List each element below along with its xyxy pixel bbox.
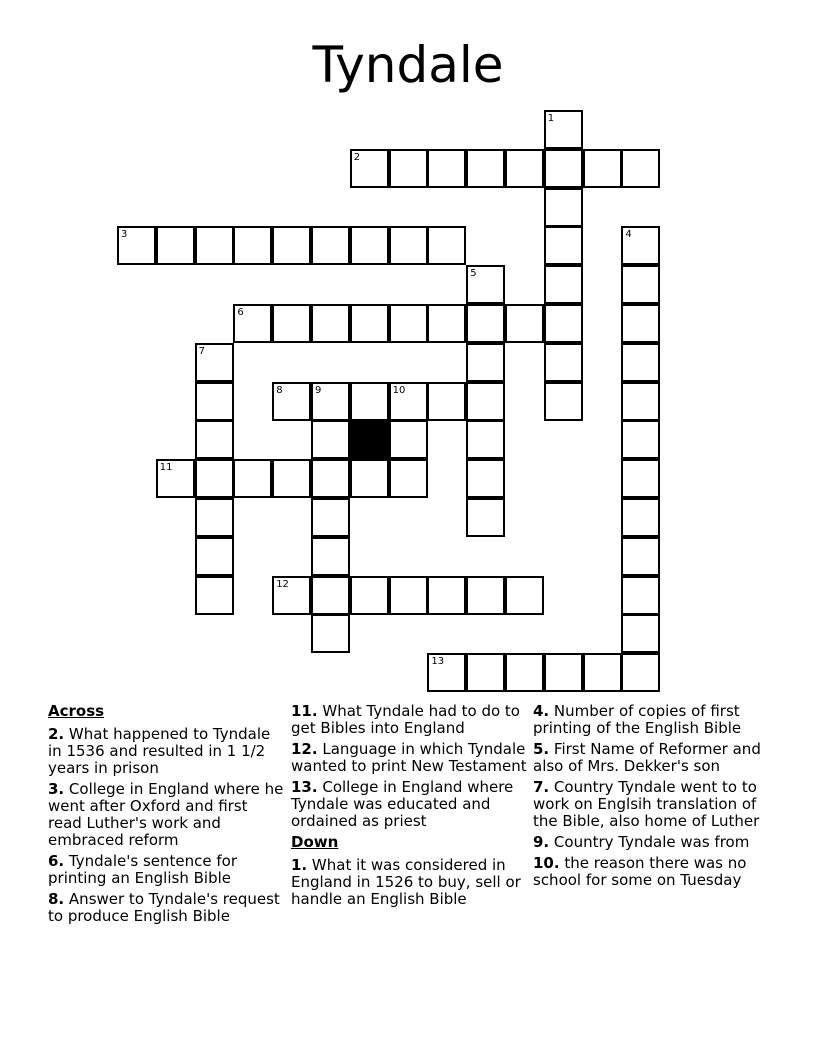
grid-cell[interactable] <box>544 304 583 343</box>
clue-down-5: 5. First Name of Reformer and also of Mrs. Dekker's son <box>533 740 761 775</box>
across-heading: Across <box>48 702 105 720</box>
grid-cell[interactable] <box>621 343 660 382</box>
grid-cell[interactable] <box>195 420 234 459</box>
grid-cell[interactable] <box>233 304 272 343</box>
grid-number: 8 <box>276 384 283 396</box>
grid-cell[interactable] <box>272 382 311 421</box>
grid-cell[interactable] <box>311 304 350 343</box>
grid-cell[interactable] <box>621 420 660 459</box>
grid-cell[interactable] <box>389 226 428 265</box>
clue-across-13: 13. College in England where Tyndale was educated and ordained as priest <box>291 778 514 830</box>
grid-cell[interactable] <box>466 576 505 615</box>
grid-cell[interactable] <box>311 614 350 653</box>
grid-cell[interactable] <box>621 382 660 421</box>
grid-cell[interactable] <box>544 149 583 188</box>
grid-cell[interactable] <box>272 226 311 265</box>
grid-cell[interactable] <box>350 576 389 615</box>
grid-cell[interactable] <box>583 149 622 188</box>
grid-cell[interactable] <box>544 653 583 692</box>
grid-cell[interactable] <box>195 576 234 615</box>
grid-number: 2 <box>353 151 361 163</box>
grid-cell[interactable] <box>544 226 583 265</box>
grid-cell[interactable] <box>621 459 660 498</box>
clue-column-2 <box>291 703 527 912</box>
clue-down-4: 4. Number of copies of first printing of the English Bible <box>533 702 742 737</box>
grid-cell[interactable] <box>621 265 660 304</box>
clue-across-8: 8. Answer to Tyndale's request to produce English Bible <box>48 890 280 925</box>
grid-cell[interactable] <box>389 420 428 459</box>
grid-cell[interactable] <box>621 498 660 537</box>
grid-cell[interactable] <box>466 343 505 382</box>
grid-number: 11 <box>159 462 173 474</box>
grid-cell[interactable] <box>389 149 428 188</box>
grid-number: 9 <box>315 384 322 396</box>
grid-cell[interactable] <box>427 382 466 421</box>
grid-cell[interactable] <box>427 149 466 188</box>
grid-cell[interactable] <box>233 226 272 265</box>
grid-cell[interactable] <box>427 304 466 343</box>
grid-cell[interactable] <box>505 304 544 343</box>
grid-cell[interactable] <box>117 226 156 265</box>
clue-column-1 <box>48 703 284 929</box>
grid-cell[interactable] <box>311 226 350 265</box>
grid-cell[interactable] <box>466 420 505 459</box>
grid-cell[interactable] <box>272 459 311 498</box>
grid-cell[interactable] <box>350 382 389 421</box>
clue-across-3: 3. College in England where he went after Oxford and first read Luther's work and embraced reform <box>48 780 284 849</box>
grid-cell[interactable] <box>311 459 350 498</box>
grid-block <box>350 420 389 459</box>
grid-number: 6 <box>237 307 244 318</box>
grid-cell[interactable] <box>466 304 505 343</box>
grid-cell[interactable] <box>311 498 350 537</box>
grid-number: 1 <box>547 113 555 124</box>
grid-cell[interactable] <box>466 382 505 421</box>
grid-cell[interactable] <box>272 576 311 615</box>
grid-number: 4 <box>625 229 632 241</box>
grid-cell[interactable] <box>505 149 544 188</box>
grid-cell[interactable] <box>195 226 234 265</box>
grid-cell[interactable] <box>195 343 234 382</box>
grid-cell[interactable] <box>272 304 311 343</box>
grid-cell[interactable] <box>389 459 428 498</box>
grid-cell[interactable] <box>350 459 389 498</box>
grid-cell[interactable] <box>195 537 234 576</box>
grid-cell[interactable] <box>544 188 583 227</box>
grid-cell[interactable] <box>350 304 389 343</box>
grid-cell[interactable] <box>505 653 544 692</box>
page-title: Tyndale <box>312 36 504 94</box>
grid-cell[interactable] <box>466 265 505 304</box>
grid-cell[interactable] <box>466 498 505 537</box>
grid-cell[interactable] <box>621 653 660 692</box>
grid-cell[interactable] <box>621 576 660 615</box>
clue-down-10: 10. the reason there was no school for some on Tuesday <box>533 854 747 889</box>
grid-cell[interactable] <box>466 149 505 188</box>
grid-number: 5 <box>470 268 477 280</box>
grid-cell[interactable] <box>427 226 466 265</box>
grid-cell[interactable] <box>466 459 505 498</box>
grid-cell[interactable] <box>544 382 583 421</box>
clue-across-11: 11. What Tyndale had to do to get Bibles into England <box>291 702 520 737</box>
grid-cell[interactable] <box>389 304 428 343</box>
grid-cell[interactable] <box>544 110 583 149</box>
grid-number: 10 <box>392 384 406 396</box>
grid-cell[interactable] <box>311 382 350 421</box>
grid-cell[interactable] <box>427 576 466 615</box>
grid-cell[interactable] <box>311 420 350 459</box>
clue-down-7: 7. Country Tyndale went to to work on Englsih translation of the Bible, also home of Luther <box>533 778 760 830</box>
clue-down-1: 1. What it was considered in England in 1526 to buy, sell or handle an English Bible <box>291 856 521 908</box>
grid-cell[interactable] <box>583 653 622 692</box>
grid-cell[interactable] <box>156 459 195 498</box>
grid-cell[interactable] <box>233 459 272 498</box>
grid-cell[interactable] <box>389 382 428 421</box>
grid-cell[interactable] <box>311 576 350 615</box>
grid-cell[interactable] <box>544 343 583 382</box>
grid-number: 12 <box>276 578 289 590</box>
clue-across-6: 6. Tyndale's sentence for printing an English Bible <box>48 852 237 887</box>
clue-across-2: 2. What happened to Tyndale in 1536 and resulted in 1 1/2 years in prison <box>48 725 271 777</box>
grid-cell[interactable] <box>156 226 195 265</box>
grid-number: 13 <box>431 656 445 668</box>
grid-cell[interactable] <box>195 382 234 421</box>
grid-cell[interactable] <box>621 304 660 343</box>
grid-cell[interactable] <box>195 498 234 537</box>
grid-cell[interactable] <box>544 265 583 304</box>
grid-cell[interactable] <box>350 226 389 265</box>
grid-cell[interactable] <box>427 653 466 692</box>
grid-cell[interactable] <box>195 459 234 498</box>
grid-cell[interactable] <box>389 576 428 615</box>
grid-cell[interactable] <box>621 226 660 265</box>
grid-cell[interactable] <box>621 614 660 653</box>
clue-down-9: 9. Country Tyndale was from <box>533 833 750 851</box>
grid-number: 7 <box>198 345 205 357</box>
grid-cell[interactable] <box>621 149 660 188</box>
down-heading: Down <box>291 833 339 851</box>
clue-across-12: 12. Language in which Tyndale wanted to print New Testament <box>291 740 527 775</box>
clue-column-3 <box>533 703 769 893</box>
grid-cell[interactable] <box>621 537 660 576</box>
grid-number: 3 <box>121 229 128 241</box>
grid-cell[interactable] <box>505 576 544 615</box>
grid-cell[interactable] <box>311 537 350 576</box>
grid-cell[interactable] <box>350 149 389 188</box>
grid-cell[interactable] <box>466 653 505 692</box>
